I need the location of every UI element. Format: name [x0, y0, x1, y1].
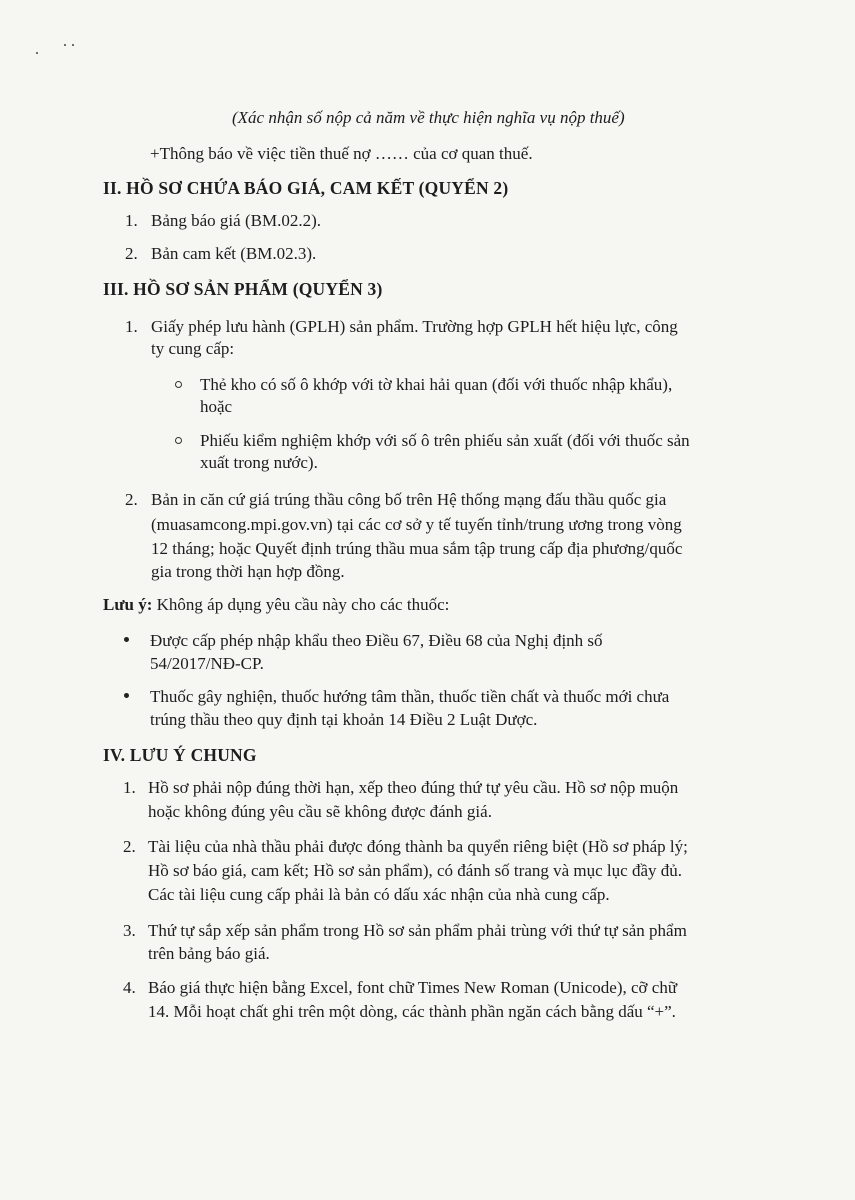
list-number: 2.: [125, 244, 138, 263]
scan-speck: [36, 52, 38, 54]
list-number: 1.: [123, 778, 136, 797]
list-item: Bảng báo giá (BM.02.2).: [151, 211, 321, 230]
list-item-line: Báo giá thực hiện bằng Excel, font chữ Times New Roman (Unicode), cỡ chữ: [148, 978, 678, 997]
note-text: Không áp dụng yêu cầu này cho các thuốc:: [152, 595, 450, 614]
list-item-line: ty cung cấp:: [151, 339, 235, 358]
scan-speck: [64, 44, 66, 46]
list-item-line: Tài liệu của nhà thầu phải được đóng thành ba quyển riêng biệt (Hồ sơ pháp lý;: [148, 837, 688, 856]
note-label: Lưu ý:: [103, 595, 153, 614]
list-number: 4.: [123, 978, 136, 997]
sub-item-line: hoặc: [200, 397, 233, 416]
bullet-line: Thuốc gây nghiện, thuốc hướng tâm thần, thuốc tiền chất và thuốc mới chưa: [150, 687, 670, 706]
italic-note: (Xác nhận số nộp cả năm về thực hiện nghĩa vụ nộp thuế): [232, 108, 625, 127]
list-item-line: Hồ sơ phải nộp đúng thời hạn, xếp theo đúng thứ tự yêu cầu. Hồ sơ nộp muộn: [148, 778, 679, 797]
list-item-line: Hồ sơ báo giá, cam kết; Hồ sơ sản phẩm), có đánh số trang và mục lục đầy đủ.: [148, 861, 682, 880]
sub-item-line: xuất trong nước).: [200, 453, 318, 472]
bullet-line: 54/2017/NĐ-CP.: [150, 654, 264, 673]
list-item-line: Giấy phép lưu hành (GPLH) sản phẩm. Trường hợp GPLH hết hiệu lực, công: [151, 317, 678, 336]
list-number: 3.: [123, 921, 136, 940]
list-number: 1.: [125, 211, 138, 230]
circle-bullet-icon: [175, 437, 182, 444]
bullet-icon: [124, 637, 129, 642]
bullet-line: trúng thầu theo quy định tại khoản 14 Điều 2 Luật Dược.: [150, 710, 538, 729]
sub-item-line: Thẻ kho có số ô khớp với tờ khai hải quan (đối với thuốc nhập khẩu),: [200, 375, 673, 394]
list-item-line: hoặc không đúng yêu cầu sẽ không được đánh giá.: [148, 802, 492, 821]
section-2-heading: II. HỒ SƠ CHỨA BÁO GIÁ, CAM KẾT (QUYỂN 2): [103, 178, 509, 198]
list-item-line: trên bảng báo giá.: [148, 944, 270, 963]
list-item-line: gia trong thời hạn hợp đồng.: [151, 562, 345, 581]
circle-bullet-icon: [175, 381, 182, 388]
list-number: 1.: [125, 317, 138, 336]
list-item-line: (muasamcong.mpi.gov.vn) tại các cơ sở y tế tuyến tỉnh/trung ương trong vòng: [151, 515, 682, 534]
sub-item-line: Phiếu kiểm nghiệm khớp với số ô trên phiếu sản xuất (đối với thuốc sản: [200, 431, 690, 450]
bullet-line: Được cấp phép nhập khẩu theo Điều 67, Điều 68 của Nghị định số: [150, 631, 603, 650]
tax-notice: +Thông báo về việc tiền thuế nợ …… của cơ quan thuế.: [150, 144, 533, 163]
section-4-heading: IV. LƯU Ý CHUNG: [103, 745, 257, 765]
list-number: 2.: [125, 490, 138, 509]
note-line: [103, 594, 449, 616]
list-item-line: Các tài liệu cung cấp phải là bản có dấu xác nhận của nhà cung cấp.: [148, 885, 610, 904]
list-item: Bản cam kết (BM.02.3).: [151, 244, 317, 263]
scan-speck: [72, 44, 74, 46]
list-item-line: Thứ tự sắp xếp sản phẩm trong Hồ sơ sản phẩm phải trùng với thứ tự sản phẩm: [148, 921, 687, 940]
list-number: 2.: [123, 837, 136, 856]
list-item-line: Bản in căn cứ giá trúng thầu công bố trên Hệ thống mạng đấu thầu quốc gia: [151, 490, 667, 509]
section-3-heading: III. HỒ SƠ SẢN PHẨM (QUYỂN 3): [103, 279, 383, 299]
list-item-line: 14. Mỗi hoạt chất ghi trên một dòng, các thành phần ngăn cách bằng dấu “+”.: [148, 1002, 676, 1021]
list-item-line: 12 tháng; hoặc Quyết định trúng thầu mua sắm tập trung cấp địa phương/quốc: [151, 539, 683, 558]
bullet-icon: [124, 693, 129, 698]
